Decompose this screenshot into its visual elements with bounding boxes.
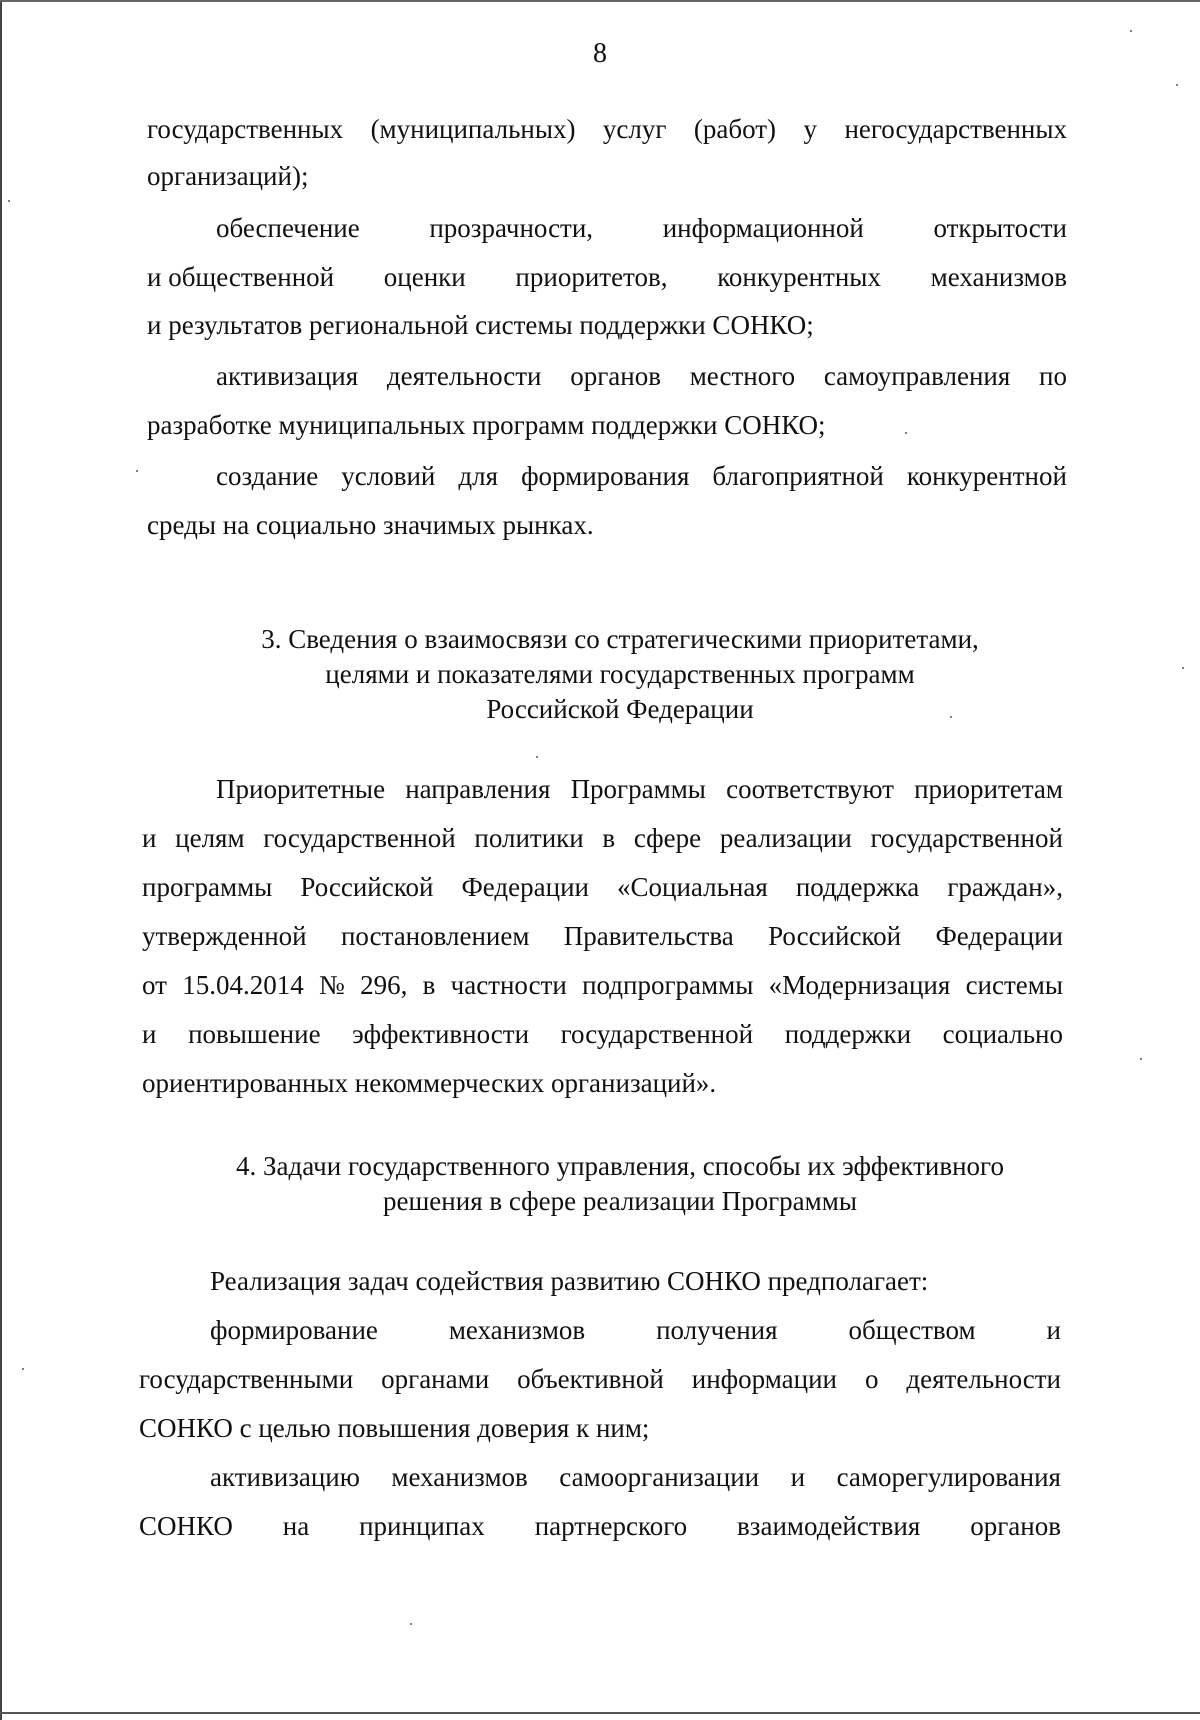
word: и bbox=[1046, 1315, 1061, 1345]
word: «Модернизация bbox=[768, 970, 951, 1000]
word: СОНКО bbox=[139, 1511, 233, 1541]
word: № bbox=[319, 970, 345, 1000]
word: органами bbox=[381, 1364, 490, 1394]
word: механизмов bbox=[930, 262, 1067, 292]
scan-speck bbox=[1176, 84, 1178, 86]
word: на bbox=[282, 1511, 310, 1541]
word: у bbox=[803, 114, 817, 144]
word: Федерации bbox=[935, 921, 1063, 951]
word: политики bbox=[474, 823, 584, 853]
scan-speck bbox=[905, 432, 907, 434]
word: сфере bbox=[633, 823, 702, 853]
word: Правительства bbox=[563, 921, 734, 951]
word: для bbox=[458, 461, 499, 491]
scan-speck bbox=[8, 200, 10, 202]
text-line bbox=[210, 1314, 1061, 1346]
word: Российской bbox=[768, 921, 902, 951]
word: поддержка bbox=[795, 872, 920, 902]
word: (муниципальных) bbox=[370, 114, 576, 144]
word: механизмов bbox=[448, 1315, 586, 1345]
word: о bbox=[864, 1364, 879, 1394]
word: создание bbox=[216, 461, 319, 491]
scan-speck bbox=[136, 470, 138, 472]
word: и bbox=[790, 1462, 806, 1492]
word: государственной bbox=[263, 823, 456, 853]
text-line bbox=[147, 261, 1067, 293]
word: социально bbox=[942, 1019, 1063, 1049]
scan-edge-top bbox=[0, 0, 1200, 2]
word: услуг bbox=[602, 114, 667, 144]
word: системы bbox=[965, 970, 1063, 1000]
word: целям bbox=[175, 823, 245, 853]
text-line bbox=[139, 1510, 1061, 1542]
section-heading-4-line: решения в сфере реализации Программы bbox=[383, 1186, 857, 1216]
text-line bbox=[142, 822, 1063, 854]
page-number: 8 bbox=[593, 38, 607, 69]
word: направления bbox=[405, 774, 551, 804]
word: саморегулирования bbox=[836, 1462, 1061, 1492]
text-line bbox=[142, 920, 1063, 952]
section-heading-4-line: 4. Задачи государственного управления, способы их эффективного bbox=[236, 1151, 1004, 1181]
section-heading-3-line: Российской Федерации bbox=[486, 694, 754, 724]
word: и общественной bbox=[147, 262, 335, 292]
scan-speck bbox=[950, 716, 952, 718]
word: «Социальная bbox=[617, 872, 768, 902]
text-line: СОНКО с целью повышения доверия к ним; bbox=[139, 1413, 650, 1443]
word: поддержки bbox=[784, 1019, 912, 1049]
word: информационной bbox=[662, 213, 864, 243]
word: Российской bbox=[300, 872, 434, 902]
text-line bbox=[142, 969, 1063, 1001]
word: объективной bbox=[517, 1364, 664, 1394]
word: оценки bbox=[383, 262, 466, 292]
scan-speck bbox=[410, 1623, 412, 1625]
text-line bbox=[216, 773, 1063, 805]
word: постановлением bbox=[340, 921, 530, 951]
word: приоритетов, bbox=[515, 262, 668, 292]
word: граждан», bbox=[947, 872, 1063, 902]
word: активизация bbox=[216, 361, 359, 391]
word: открытости bbox=[933, 213, 1067, 243]
text-line bbox=[216, 460, 1067, 492]
text-line bbox=[142, 1018, 1063, 1050]
word: повышение bbox=[188, 1019, 321, 1049]
scan-speck bbox=[22, 1368, 24, 1370]
word: негосударственных bbox=[844, 114, 1067, 144]
section-heading-3-line: 3. Сведения о взаимосвязи со стратегическими приоритетами, bbox=[261, 624, 979, 654]
word: прозрачности, bbox=[429, 213, 594, 243]
word: формирования bbox=[521, 461, 690, 491]
word: Программы bbox=[570, 774, 706, 804]
word: конкурентных bbox=[717, 262, 881, 292]
word: Приоритетные bbox=[216, 774, 386, 804]
scan-speck bbox=[1140, 1058, 1142, 1060]
word: механизмов bbox=[391, 1462, 528, 1492]
word: деятельности bbox=[906, 1364, 1061, 1394]
scan-edge-bottom bbox=[0, 1712, 1200, 1714]
text-line: организаций); bbox=[147, 161, 309, 191]
word: утвержденной bbox=[142, 921, 307, 951]
word: взаимодействия bbox=[737, 1511, 921, 1541]
word: государственными bbox=[139, 1364, 354, 1394]
word: Федерации bbox=[461, 872, 589, 902]
word: 15.04.2014 bbox=[182, 970, 304, 1000]
word: благоприятной bbox=[712, 461, 884, 491]
word: государственной bbox=[560, 1019, 754, 1049]
word: обеспечение bbox=[216, 213, 360, 243]
text-line: разработке муниципальных программ поддержки СОНКО; bbox=[147, 410, 826, 440]
word: органов bbox=[970, 1511, 1061, 1541]
text-line bbox=[142, 871, 1063, 903]
word: обществом bbox=[848, 1315, 976, 1345]
word: в bbox=[422, 970, 436, 1000]
word: приоритетам bbox=[914, 774, 1063, 804]
section-heading-3-line: целями и показателями государственных программ bbox=[325, 659, 915, 689]
word: частности bbox=[450, 970, 567, 1000]
word: (работ) bbox=[693, 114, 777, 144]
word: от bbox=[142, 970, 167, 1000]
text-line: ориентированных некоммерческих организаций». bbox=[142, 1068, 717, 1098]
scan-edge-left bbox=[0, 0, 2, 1720]
word: по bbox=[1039, 361, 1067, 391]
word: государственной bbox=[870, 823, 1063, 853]
word: государственных bbox=[147, 114, 344, 144]
word: и bbox=[142, 1019, 157, 1049]
text-line bbox=[139, 1363, 1061, 1395]
scan-speck bbox=[1130, 30, 1132, 32]
word: органов bbox=[570, 361, 661, 391]
text-line bbox=[216, 212, 1067, 244]
word: программы bbox=[142, 872, 273, 902]
word: условий bbox=[341, 461, 436, 491]
word: конкурентной bbox=[906, 461, 1067, 491]
word: информации bbox=[691, 1364, 837, 1394]
word: местного bbox=[689, 361, 796, 391]
word: и bbox=[142, 823, 157, 853]
text-line: и результатов региональной системы поддержки СОНКО; bbox=[147, 310, 814, 340]
word: 296, bbox=[360, 970, 408, 1000]
text-line bbox=[210, 1461, 1061, 1493]
word: формирование bbox=[210, 1315, 378, 1345]
text-line bbox=[147, 113, 1067, 145]
scan-speck bbox=[1182, 667, 1184, 669]
word: реализации bbox=[719, 823, 852, 853]
word: получения bbox=[656, 1315, 778, 1345]
text-line: среды на социально значимых рынках. bbox=[147, 510, 594, 540]
word: активизацию bbox=[210, 1462, 360, 1492]
text-line: Реализация задач содействия развитию СОНКО предполагает: bbox=[210, 1266, 929, 1296]
word: партнерского bbox=[534, 1511, 688, 1541]
word: самоорганизации bbox=[559, 1462, 760, 1492]
word: соответствуют bbox=[726, 774, 894, 804]
scan-speck bbox=[536, 756, 538, 758]
word: подпрограммы bbox=[582, 970, 754, 1000]
text-line bbox=[216, 360, 1067, 392]
word: принципах bbox=[359, 1511, 485, 1541]
word: самоуправления bbox=[823, 361, 1011, 391]
word: в bbox=[602, 823, 616, 853]
word: деятельности bbox=[386, 361, 542, 391]
word: эффективности bbox=[352, 1019, 530, 1049]
